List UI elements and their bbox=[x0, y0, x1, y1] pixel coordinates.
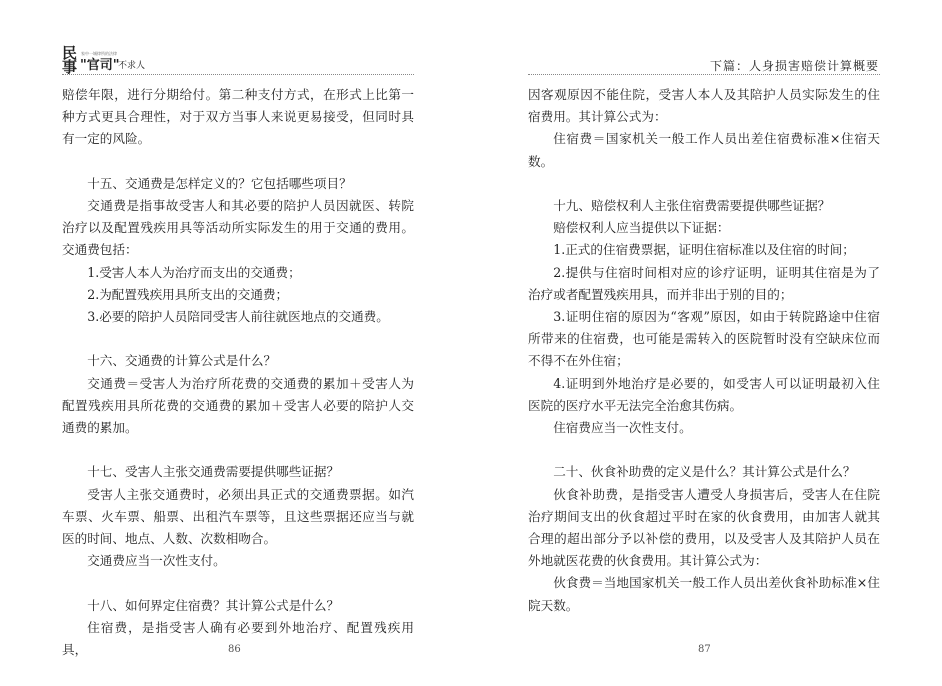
logo-main-text: "官司" bbox=[80, 58, 120, 73]
paragraph-gap bbox=[528, 439, 880, 461]
section-heading: 十九、赔偿权利人主张住宿费需要提供哪些证据？ bbox=[553, 198, 831, 213]
logo-char-shi: 事 bbox=[62, 58, 78, 76]
paragraph: 住宿费，是指受害人确有必要到外地治疗、配置残疾用具， bbox=[62, 619, 414, 658]
section-heading: 十五、交通费是怎样定义的？它包括哪些项目？ bbox=[87, 175, 352, 191]
paragraph-gap bbox=[528, 173, 880, 195]
paragraph: 赔偿权利人应当提供以下证据： bbox=[553, 220, 730, 236]
section-heading: 十七、受害人主张交通费需要提供哪些证据？ bbox=[87, 464, 340, 480]
left-body-text bbox=[62, 84, 414, 661]
paragraph: 交通费应当一次性支付。 bbox=[87, 553, 226, 569]
paragraph: 赔偿年限，进行分期给付。第二种支付方式，在形式上比第一种方式更具合理性，对于双方当事人来说更易接受，但同时具有一定的风险。 bbox=[62, 87, 414, 147]
section-heading: 十六、交通费的计算公式是什么？ bbox=[87, 353, 277, 369]
right-page bbox=[471, 0, 942, 686]
header-divider bbox=[62, 74, 414, 75]
header-divider bbox=[528, 74, 880, 75]
logo-small-text: 家中一城律所的法律 bbox=[81, 51, 117, 56]
paragraph: 1.正式的住宿费票据，证明住宿标准以及住宿的时间； bbox=[553, 242, 855, 258]
paragraph-gap bbox=[62, 151, 414, 173]
paragraph: 交通费是指事故受害人和其必要的陪护人员因就医、转院治疗以及配置残疾用具等活动所实际发生的用于交通的费用。交通费包括： bbox=[62, 198, 414, 258]
section-heading: 二十、伙食补助费的定义是什么？其计算公式是什么？ bbox=[553, 464, 856, 480]
section-heading: 十八、如何界定住宿费？其计算公式是什么？ bbox=[87, 597, 340, 613]
paragraph: 住宿费＝国家机关一般工作人员出差住宿费标准×住宿天数。 bbox=[528, 131, 880, 169]
paragraph: 伙食费＝当地国家机关一般工作人员出差伙食补助标准×住院天数。 bbox=[528, 575, 880, 613]
right-body-text bbox=[528, 84, 880, 617]
paragraph: 2.为配置残疾用具所支出的交通费； bbox=[87, 286, 289, 302]
paragraph-gap bbox=[62, 328, 414, 350]
paragraph-gap bbox=[62, 439, 414, 461]
paragraph: 4.证明到外地治疗是必要的，如受害人可以证明最初入住医院的医疗水平无法完全治愈其伤病。 bbox=[528, 375, 880, 413]
logo-tail-text: 不求人 bbox=[118, 61, 146, 71]
paragraph: 受害人主张交通费时，必须出具正式的交通费票据。如汽车票、火车票、船票、出租汽车票等，且这些票据还应当与就医的时间、地点、人数、次数相吻合。 bbox=[62, 486, 414, 547]
page-number: 87 bbox=[698, 644, 711, 655]
paragraph: 3.必要的陪护人员陪同受害人前往就医地点的交通费。 bbox=[87, 309, 389, 325]
paragraph: 2.提供与住宿时间相对应的诊疗证明，证明其住宿是为了治疗或者配置残疾用具，而并非出于别的目的； bbox=[528, 264, 880, 302]
logo-char-min: 民 bbox=[62, 44, 78, 62]
running-header: 下篇：人身损害赔偿计算概要 bbox=[709, 59, 879, 73]
paragraph: 住宿费应当一次性支付。 bbox=[553, 420, 692, 436]
paragraph: 因客观原因不能住院，受害人本人及其陪护人员实际发生的住宿费用。其计算公式为： bbox=[528, 87, 880, 125]
paragraph: 1.受害人本人为治疗而支出的交通费； bbox=[87, 264, 301, 280]
page-number: 86 bbox=[228, 644, 241, 655]
paragraph: 伙食补助费，是指受害人遭受人身损害后，受害人在住院治疗期间支出的伙食超过平时在家的伙食费用，由加害人就其合理的超出部分予以补偿的费用，以及受害人及其陪护人员在外地就医花费的伙食费用。其计算公式为： bbox=[528, 486, 880, 569]
paragraph: 交通费＝受害人为治疗所花费的交通费的累加＋受害人为配置残疾用具所花费的交通费的累加＋受害人必要的陪护人交通费的累加。 bbox=[62, 375, 414, 436]
paragraph-gap bbox=[62, 572, 414, 594]
paragraph: 3.证明住宿的原因为“客观”原因，如由于转院路途中住宿所带来的住宿费，也可能是需转入的医院暂时没有空缺床位而不得不在外住宿； bbox=[528, 309, 880, 369]
